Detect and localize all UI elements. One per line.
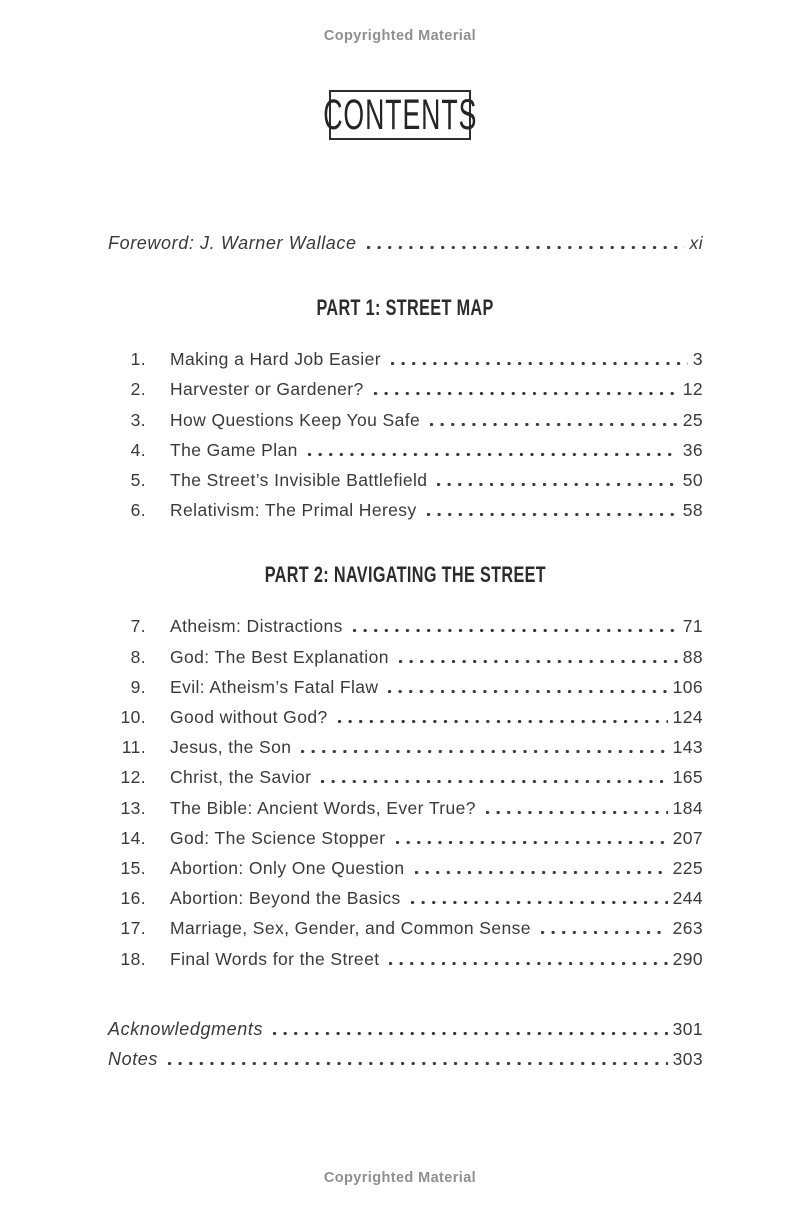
parts-sections — [108, 297, 703, 974]
page-number: 290 — [672, 948, 703, 969]
toc-entry — [108, 702, 703, 732]
toc-entry — [108, 762, 703, 792]
chapter-number: 15. — [120, 858, 146, 879]
page-number: 143 — [672, 737, 703, 758]
toc-entry — [108, 405, 703, 435]
toc-entry — [108, 435, 703, 465]
dot-leader — [321, 780, 667, 783]
chapter-title: Harvester or Gardener? — [170, 379, 364, 400]
dot-leader — [168, 1062, 668, 1065]
chapter-title: The Game Plan — [170, 439, 298, 460]
chapter-title: Good without God? — [170, 707, 328, 728]
chapter-number: 7. — [130, 616, 146, 637]
toc-entry — [108, 793, 703, 823]
dot-leader — [389, 962, 667, 965]
chapter-title: Atheism: Distractions — [170, 616, 343, 637]
toc-entry — [108, 228, 703, 258]
chapter-title: Relativism: The Primal Heresy — [170, 500, 417, 521]
dot-leader — [430, 423, 678, 426]
part-heading-text: PART 2: NAVIGATING THE STREET — [264, 562, 547, 588]
dot-leader — [273, 1032, 668, 1035]
chapter-number: 12. — [120, 767, 146, 788]
page-number: 165 — [672, 767, 703, 788]
page-number: 106 — [672, 676, 703, 697]
chapter-number: 6. — [130, 500, 146, 521]
part-heading-text: PART 1: STREET MAP — [316, 295, 495, 321]
dot-leader — [486, 811, 668, 814]
chapter-title: Abortion: Beyond the Basics — [170, 888, 401, 909]
dot-leader — [415, 871, 668, 874]
chapter-title: God: The Best Explanation — [170, 646, 389, 667]
chapter-number: 10. — [120, 707, 146, 728]
dot-leader — [411, 901, 668, 904]
chapter-title: How Questions Keep You Safe — [170, 409, 421, 430]
toc-entry — [108, 344, 703, 374]
chapter-title: The Street’s Invisible Battlefield — [170, 470, 428, 491]
toc-entry — [108, 495, 703, 525]
dot-leader — [391, 362, 688, 365]
page-number: 58 — [682, 500, 703, 521]
chapter-number: 16. — [120, 888, 146, 909]
dot-leader — [541, 931, 668, 934]
toc-entry — [108, 913, 703, 943]
page-number: 225 — [672, 858, 703, 879]
page-number: 184 — [672, 797, 703, 818]
toc-entry — [108, 1044, 703, 1074]
toc-entry — [108, 374, 703, 404]
toc-entry — [108, 642, 703, 672]
chapter-number: 5. — [130, 470, 146, 491]
part-heading — [108, 562, 703, 588]
toc-entry — [108, 823, 703, 853]
copyright-notice-top: Copyrighted Material — [323, 28, 477, 44]
dot-leader — [396, 841, 668, 844]
entry-label: Acknowledgments — [108, 1018, 264, 1039]
toc-entry — [108, 883, 703, 913]
chapter-title: Making a Hard Job Easier — [170, 349, 381, 370]
dot-leader — [367, 246, 685, 249]
copyright-notice-bottom: Copyrighted Material — [323, 1170, 477, 1187]
toc-entry — [108, 465, 703, 495]
chapter-title: Abortion: Only One Question — [170, 858, 405, 879]
page-number: 263 — [672, 918, 703, 939]
chapter-number: 3. — [130, 409, 146, 430]
chapter-number: 11. — [121, 737, 146, 758]
toc-entry — [108, 732, 703, 762]
page-number: 301 — [672, 1018, 703, 1039]
dot-leader — [338, 720, 668, 723]
page-number: 71 — [682, 616, 703, 637]
chapter-number: 8. — [130, 646, 146, 667]
chapter-number: 9. — [130, 676, 146, 697]
toc-entry — [108, 944, 703, 974]
part-heading — [108, 295, 703, 321]
chapter-number: 1. — [130, 349, 146, 370]
page-number: 50 — [682, 470, 703, 491]
part-1-section — [108, 297, 703, 525]
part-2-chapter-list — [108, 611, 703, 973]
page-number: 3 — [692, 349, 703, 370]
part-1-chapter-list — [108, 344, 703, 525]
dot-leader — [427, 513, 678, 516]
chapter-number: 17. — [120, 918, 146, 939]
page-number: 124 — [672, 707, 703, 728]
toc-entry — [108, 853, 703, 883]
front-matter — [108, 228, 703, 258]
page-number: 36 — [682, 439, 703, 460]
page-number: 88 — [682, 646, 703, 667]
toc-entry — [108, 672, 703, 702]
toc-entry — [108, 611, 703, 641]
chapter-number: 14. — [120, 827, 146, 848]
page-number: xi — [689, 233, 703, 253]
page-number: 303 — [672, 1049, 703, 1070]
dot-leader — [308, 453, 678, 456]
dot-leader — [399, 660, 678, 663]
dot-leader — [301, 750, 667, 753]
chapter-title: The Bible: Ancient Words, Ever True? — [170, 797, 476, 818]
chapter-title: Christ, the Savior — [170, 767, 312, 788]
dot-leader — [388, 690, 667, 693]
chapter-number: 2. — [130, 379, 146, 400]
chapter-number: 18. — [120, 948, 146, 969]
dot-leader — [374, 392, 678, 395]
toc-entry — [108, 1014, 703, 1044]
page-number: 25 — [682, 409, 703, 430]
dot-leader — [437, 483, 677, 486]
page-number: 12 — [682, 379, 703, 400]
chapter-title: Jesus, the Son — [170, 737, 292, 758]
chapter-number: 13. — [120, 797, 146, 818]
page-number: 244 — [672, 888, 703, 909]
part-2-section — [108, 564, 703, 973]
contents-title-box — [322, 90, 478, 140]
dot-leader — [353, 629, 678, 632]
chapter-title: Final Words for the Street — [170, 948, 380, 969]
entry-label: Notes — [108, 1049, 159, 1070]
chapter-title: God: The Science Stopper — [170, 827, 386, 848]
chapter-number: 4. — [130, 439, 146, 460]
toc-content — [0, 228, 800, 1074]
entry-label: Foreword: J. Warner Wallace — [108, 233, 357, 253]
chapter-title: Marriage, Sex, Gender, and Common Sense — [170, 918, 531, 939]
back-matter — [108, 1014, 703, 1074]
page-title: CONTENTS — [322, 90, 478, 139]
page-number: 207 — [672, 827, 703, 848]
chapter-title: Evil: Atheism’s Fatal Flaw — [170, 676, 379, 697]
